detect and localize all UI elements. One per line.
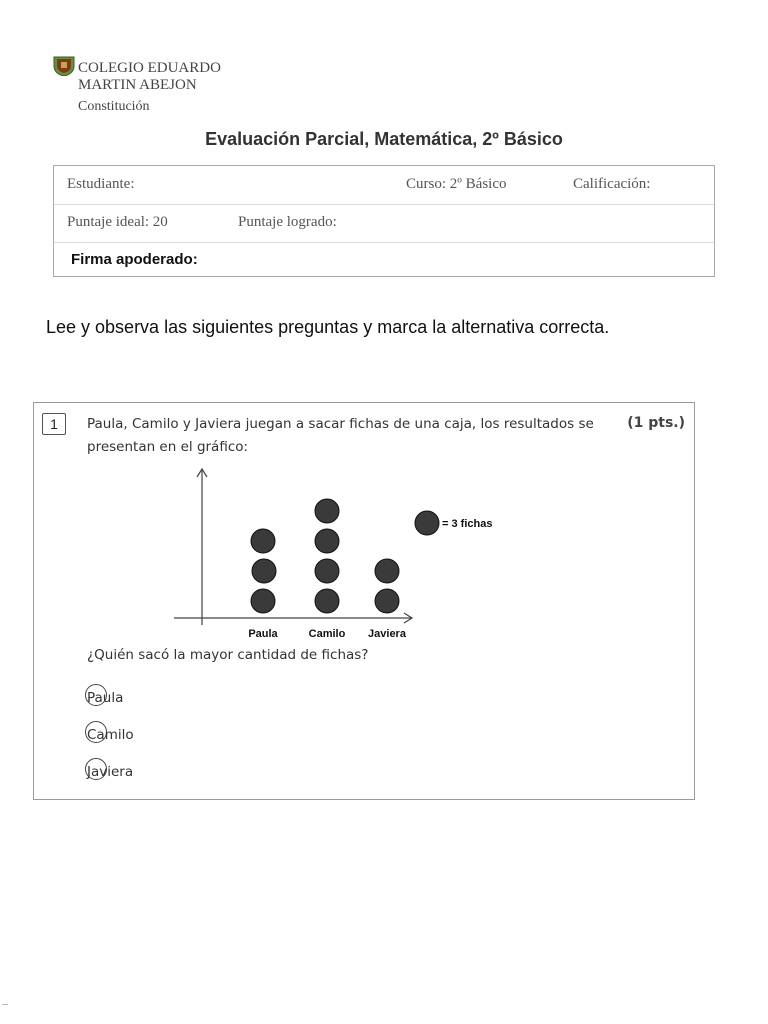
school-city: Constitución bbox=[78, 99, 150, 114]
question-number: 1 bbox=[42, 413, 66, 435]
school-crest-icon bbox=[53, 56, 75, 76]
school-name bbox=[78, 60, 221, 115]
legend-marker bbox=[415, 511, 439, 535]
x-tick-label-javiera: Javiera bbox=[368, 628, 406, 640]
option-label: Paula bbox=[87, 690, 124, 706]
info-row-student bbox=[54, 166, 714, 205]
ideal-score-label: Puntaje ideal: 20 bbox=[67, 214, 168, 230]
question-prompt: ¿Quién sacó la mayor cantidad de fichas? bbox=[87, 647, 369, 663]
page-title: Evaluación Parcial, Matemática, 2º Básico bbox=[205, 129, 563, 149]
school-name-line1: COLEGIO EDUARDO bbox=[78, 60, 221, 76]
x-tick-label-camilo: Camilo bbox=[308, 628, 346, 640]
chip-marker-paula-2 bbox=[252, 559, 276, 583]
page-corner-mark bbox=[2, 1000, 8, 1005]
chip-marker-camilo-2 bbox=[315, 559, 339, 583]
chip-marker-paula-3 bbox=[251, 529, 275, 553]
info-row-signature bbox=[54, 242, 714, 280]
question-1-box bbox=[33, 402, 695, 800]
chip-marker-camilo-1 bbox=[315, 589, 339, 613]
achieved-score-label: Puntaje logrado: bbox=[238, 214, 337, 230]
option-label: Javiera bbox=[87, 764, 134, 780]
pictograph-chart bbox=[174, 465, 514, 640]
signature-label: Firma apoderado: bbox=[71, 251, 198, 268]
chip-marker-camilo-3 bbox=[315, 529, 339, 553]
question-points: (1 pts.) bbox=[627, 415, 685, 431]
option-camilo[interactable] bbox=[87, 727, 134, 743]
school-name-line2: MARTIN ABEJON bbox=[78, 77, 197, 93]
info-row-score bbox=[54, 204, 714, 243]
chip-marker-camilo-4 bbox=[315, 499, 339, 523]
option-label: Camilo bbox=[87, 727, 134, 743]
option-paula[interactable] bbox=[87, 690, 123, 706]
course-label: Curso: 2º Básico bbox=[406, 176, 507, 192]
chip-marker-javiera-2 bbox=[375, 559, 399, 583]
chip-marker-javiera-1 bbox=[375, 589, 399, 613]
instructions: Lee y observa las siguientes preguntas y marca la alternativa correcta. bbox=[46, 317, 610, 337]
student-label: Estudiante: bbox=[67, 176, 135, 192]
student-info-table bbox=[53, 165, 715, 277]
legend-label: = 3 fichas bbox=[442, 518, 493, 530]
option-javiera[interactable] bbox=[87, 764, 133, 780]
grade-label: Calificación: bbox=[573, 176, 651, 192]
x-tick-label-paula: Paula bbox=[248, 628, 278, 640]
question-statement: Paula, Camilo y Javiera juegan a sacar fichas de una caja, los resultados se presentan en el gráfico: bbox=[87, 416, 594, 455]
chip-marker-paula-1 bbox=[251, 589, 275, 613]
